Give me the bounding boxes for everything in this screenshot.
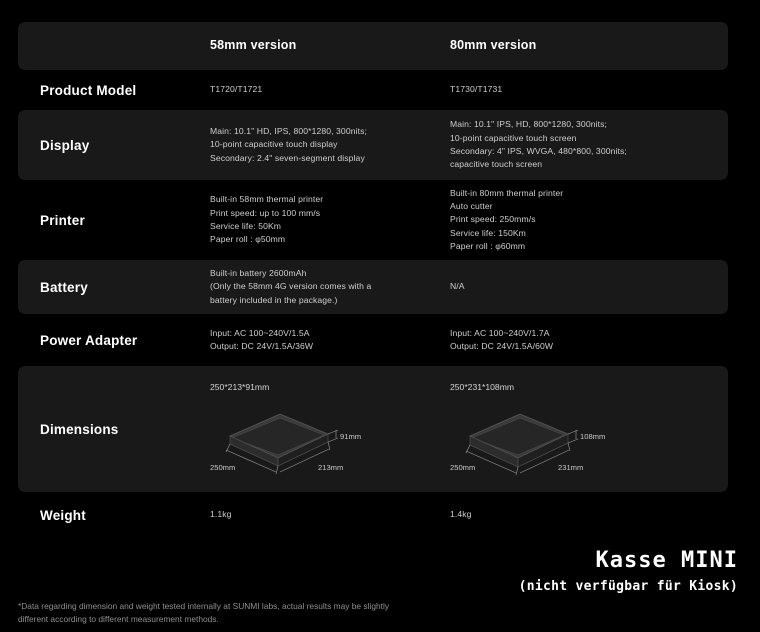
dimension-width-80mm: 250mm	[450, 463, 476, 472]
row-label-dimensions: Dimensions	[40, 421, 119, 437]
row-value-printer-58mm	[210, 180, 450, 260]
row-value-power-adapter-58mm	[210, 314, 450, 366]
row-value-display-80mm	[450, 110, 690, 180]
text-line: 10-point capacitive touch screen	[450, 132, 577, 143]
brand-block	[519, 548, 738, 594]
text-line: 1.4kg	[450, 509, 472, 520]
text-line: Secondary: 4" IPS, WVGA, 480*800, 300nits;	[450, 146, 627, 156]
text-line: (Only the 58mm 4G version comes with a	[210, 281, 372, 292]
row-label-display: Display	[40, 137, 90, 153]
text-line: Service life: 150Km	[450, 227, 526, 238]
row-label-product-model: Product Model	[40, 82, 137, 98]
row-value-product-model-80mm	[450, 70, 690, 110]
dimension-depth-80mm: 231mm	[558, 463, 584, 472]
text-line: Built-in 58mm thermal printer	[210, 194, 324, 205]
row-value-power-adapter-80mm	[450, 314, 690, 366]
dimension-depth-58mm: 213mm	[318, 463, 344, 472]
row-value-printer-80mm	[450, 180, 690, 260]
text-line: Auto cutter	[450, 201, 493, 212]
row-value-dimensions-80mm	[450, 366, 690, 492]
row-label-power-adapter: Power Adapter	[40, 332, 138, 348]
header-label-cell	[18, 22, 210, 70]
text-line: Print speed: up to 100 mm/s	[210, 207, 321, 218]
table-row	[18, 180, 728, 260]
text-line: 1.1kg	[210, 509, 232, 520]
dimension-height-80mm: 108mm	[580, 432, 606, 441]
text-line: Output: DC 24V/1.5A/36W	[210, 341, 314, 351]
row-value-weight-80mm	[450, 492, 690, 538]
table-header-row	[18, 22, 728, 70]
row-label-battery: Battery	[40, 279, 88, 295]
row-label-weight: Weight	[40, 507, 86, 523]
row-value-product-model-58mm	[210, 70, 450, 110]
footnote: *Data regarding dimension and weight tested internally at SUNMI labs, actual results may be slightly different according to different measurement methods.	[18, 601, 390, 624]
header-col-80mm: 80mm version	[450, 38, 537, 53]
row-value-display-58mm	[210, 110, 450, 180]
table-row-dimensions	[18, 366, 728, 492]
text-line: N/A	[450, 281, 465, 292]
row-label-printer: Printer	[40, 212, 85, 228]
dimension-height-58mm: 91mm	[340, 432, 362, 441]
table-row	[18, 110, 728, 180]
text-line: Print speed: 250mm/s	[450, 214, 536, 225]
text-line: Main: 10.1" HD, IPS, 800*1280, 300nits;	[210, 126, 367, 137]
spec-table	[18, 22, 728, 538]
table-row	[18, 260, 728, 314]
text-line: capacitive touch screen	[450, 159, 543, 170]
text-line: Built-in battery 2600mAh	[210, 268, 307, 279]
text-line: Paper roll : φ60mm	[450, 240, 526, 251]
brand-title: Kasse MINI	[595, 548, 738, 573]
text-line: Service life: 50Km	[210, 221, 282, 231]
dimension-title-80mm: 250*231*108mm	[450, 382, 515, 392]
text-line: Secondary: 2.4" seven-segment display	[210, 152, 365, 163]
header-col-58mm: 58mm version	[210, 38, 297, 53]
text-line: Main: 10.1" IPS, HD, 800*1280, 300nits;	[450, 119, 607, 130]
text-line: Input: AC 100~240V/1.7A	[450, 327, 550, 338]
row-value-weight-58mm	[210, 492, 450, 538]
text-line: T1730/T1731	[450, 84, 503, 95]
row-value-battery-80mm	[450, 260, 690, 314]
table-row	[18, 492, 728, 538]
dimension-title-58mm: 250*213*91mm	[210, 382, 270, 392]
text-line: T1720/T1721	[210, 84, 263, 95]
brand-subtitle: (nicht verfügbar für Kiosk)	[518, 579, 738, 594]
row-value-battery-58mm	[210, 260, 450, 314]
table-row	[18, 70, 728, 110]
table-row	[18, 314, 728, 366]
text-line: Built-in 80mm thermal printer	[450, 187, 564, 198]
text-line: 10-point capacitive touch display	[210, 139, 338, 150]
text-line: Output: DC 24V/1.5A/60W	[450, 341, 554, 351]
text-line: Input: AC 100~240V/1.5A	[210, 327, 310, 338]
text-line: battery included in the package.)	[210, 294, 338, 305]
dimension-width-58mm: 250mm	[210, 463, 236, 472]
text-line: Paper roll : φ50mm	[210, 234, 286, 245]
row-value-dimensions-58mm	[210, 366, 450, 492]
